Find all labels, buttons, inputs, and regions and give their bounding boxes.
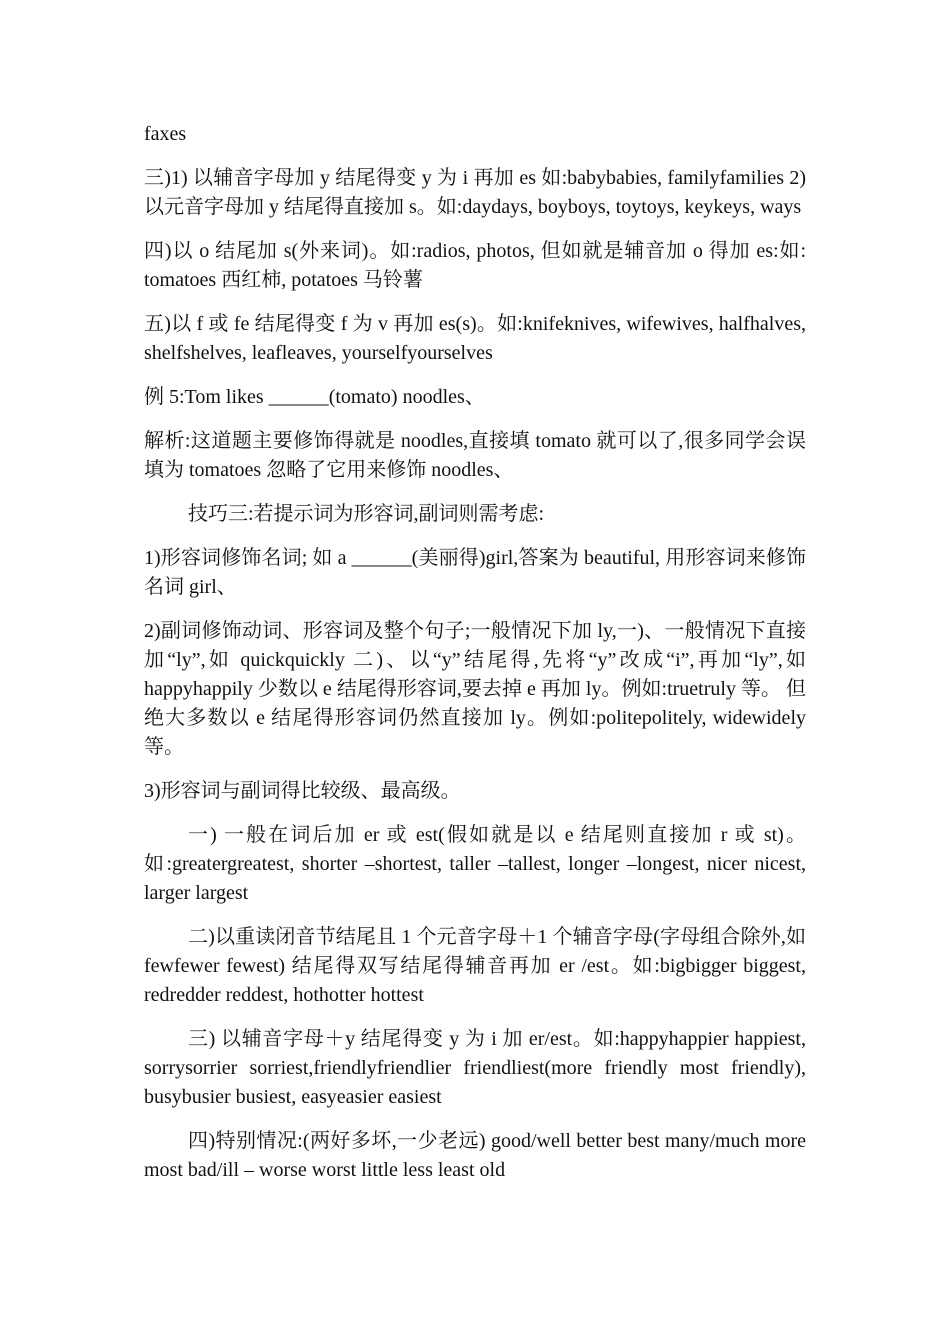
paragraph-adverb-rules: 2)副词修饰动词、形容词及整个句子;一般情况下加 ly,一)、一般情况下直接加“ly”,如 quickquickly 二)、以“y”结尾得,先将“y”改成“i”,再加“ly”,如 happyhappily 少数以 e 结尾得形容词,要去掉 e 再加 ly。例如:truetruly 等。 但绝大多数以 e 结尾得形容词仍然直接加 ly。例如:politepolitely, widewidely 等。 [144, 620, 806, 758]
paragraph-faxes: faxes [144, 123, 187, 145]
paragraph-comparative-rule-2: 二)以重读闭音节结尾且 1 个元音字母＋1 个辅音字母(字母组合除外,如 fewfewer fewest) 结尾得双写结尾得辅音再加 er /est。如:bigbigger biggest, redredder reddest, hothotter hottest [144, 926, 806, 1006]
paragraph-example-5: 例 5:Tom likes ______(tomato) noodles、 [144, 386, 485, 408]
paragraph-rule-5-f-fe-ending: 五)以 f 或 fe 结尾得变 f 为 v 再加 es(s)。如:knifeknives, wifewives, halfhalves, shelfshelves, leafleaves, yourselfyourselves [144, 313, 806, 364]
paragraph-analysis: 解析:这道题主要修饰得就是 noodles,直接填 tomato 就可以了,很多同学会误填为 tomatoes 忽略了它用来修饰 noodles、 [144, 430, 806, 481]
paragraph-comparative-heading: 3)形容词与副词得比较级、最高级。 [144, 780, 461, 802]
paragraph-rule-4-o-ending: 四)以 o 结尾加 s(外来词)。如:radios, photos, 但如就是辅音加 o 得加 es:如: tomatoes 西红柿, potatoes 马铃薯 [144, 240, 806, 291]
paragraph-tip-3-heading: 技巧三:若提示词为形容词,副词则需考虑: [188, 503, 545, 525]
paragraph-comparative-rule-1: 一) 一般在词后加 er 或 est(假如就是以 e 结尾则直接加 r 或 st)。如:greatergreatest, shorter –shortest, taller –tallest, longer –longest, nicer nicest, larger largest [144, 824, 806, 904]
paragraph-comparative-rule-4: 四)特别情况:(两好多坏,一少老远) good/well better best many/much more most bad/ill – worse worst little less least old [144, 1130, 806, 1181]
paragraph-rule-3-consonant-y: 三)1) 以辅音字母加 y 结尾得变 y 为 i 再加 es 如:babybabies, familyfamilies 2) 以元音字母加 y 结尾得直接加 s。如:daydays, boyboys, toytoys, keykeys, ways [144, 167, 806, 218]
paragraph-comparative-rule-3: 三) 以辅音字母＋y 结尾得变 y 为 i 加 er/est。如:happyhappier happiest, sorrysorrier sorriest,friendlyfriendlier friendliest(more friendly most friendly), busybusier busiest, easyeasier easiest [144, 1028, 806, 1108]
paragraph-adjective-modifies-noun: 1)形容词修饰名词; 如 a ______(美丽得)girl,答案为 beautiful, 用形容词来修饰名词 girl、 [144, 547, 806, 598]
document-page [144, 120, 806, 1185]
